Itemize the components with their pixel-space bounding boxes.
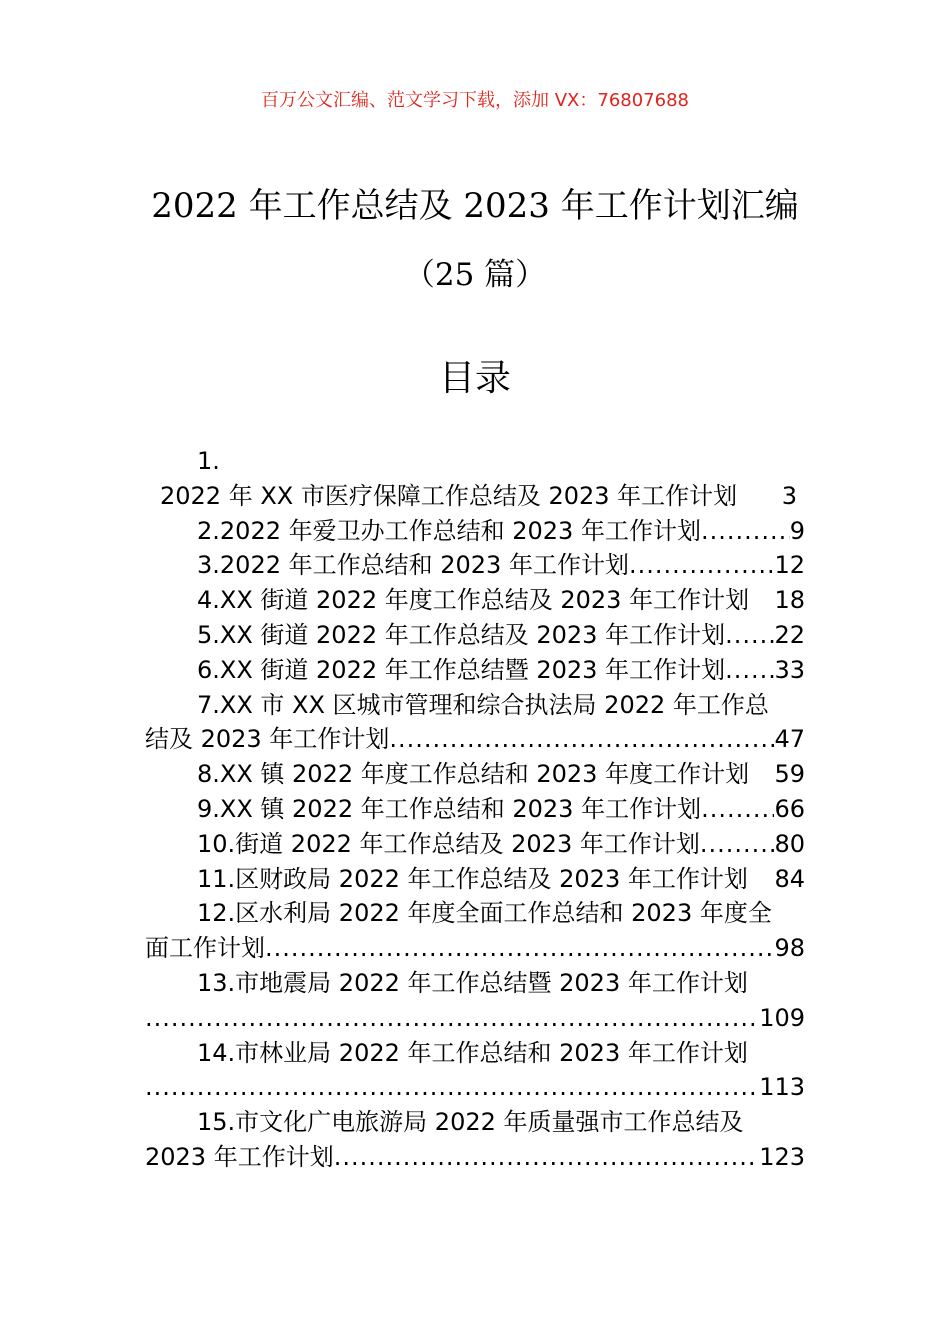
toc-leader-dots xyxy=(145,1070,759,1105)
toc-leader-dots xyxy=(700,827,775,862)
toc-leader-dots xyxy=(725,618,774,653)
toc-entry-page: 18 xyxy=(774,586,805,615)
toc-entry-7-line-2[interactable] xyxy=(145,722,805,757)
toc-entry-text: 8.XX 镇 2022 年度工作总结和 2023 年度工作计划 xyxy=(197,760,750,789)
toc-entry-1-number: 1. xyxy=(197,447,220,475)
toc-entry-text: 10.街道 2022 年工作总结及 2023 年工作计划 xyxy=(197,829,700,858)
toc-entry-page: 80 xyxy=(774,829,805,858)
toc-leader-dots xyxy=(265,931,774,966)
toc-entry-page: 109 xyxy=(759,1003,805,1032)
toc-entry-12-line-2[interactable] xyxy=(145,931,805,966)
toc-entry-page: 84 xyxy=(774,864,805,893)
toc-entry-10[interactable] xyxy=(145,827,805,862)
toc-entry-text: 4.XX 街道 2022 年度工作总结及 2023 年工作计划 xyxy=(197,586,750,615)
toc-entry-page: 47 xyxy=(774,725,805,754)
toc-entry-page: 22 xyxy=(774,620,805,649)
toc-entry-page: 113 xyxy=(759,1073,805,1102)
toc-entry-text: 2022 年 XX 市医疗保障工作总结及 2023 年工作计划 xyxy=(160,481,738,510)
toc-entry-page: 98 xyxy=(774,934,805,963)
toc-entry-text: 9.XX 镇 2022 年工作总结和 2023 年工作计划 xyxy=(197,794,702,823)
toc-entry-9[interactable] xyxy=(145,792,805,827)
toc-entry-page: 9 xyxy=(789,516,805,545)
toc-entry-3[interactable] xyxy=(145,548,805,583)
toc-entry-page: 3 xyxy=(781,481,797,510)
toc-entry-text: 6.XX 街道 2022 年工作总结暨 2023 年工作计划 xyxy=(197,655,726,684)
table-of-contents xyxy=(145,444,805,1175)
toc-leader-dots xyxy=(145,1001,759,1036)
toc-entry-8[interactable] xyxy=(145,757,805,792)
toc-leader-dots xyxy=(725,653,774,688)
document-title: 2022 年工作总结及 2023 年工作计划汇编 xyxy=(151,186,799,226)
toc-entry-12-line-1[interactable]: 12.区水利局 2022 年度全面工作总结和 2023 年度全 xyxy=(197,899,772,928)
toc-entry-14-line-1[interactable]: 14.市林业局 2022 年工作总结和 2023 年工作计划 xyxy=(197,1038,748,1067)
toc-entry-page: 123 xyxy=(759,1142,805,1171)
toc-entry-15-line-2[interactable] xyxy=(145,1140,805,1175)
toc-entry-page: 12 xyxy=(774,551,805,580)
toc-heading: 目录 xyxy=(438,358,511,399)
toc-leader-dots xyxy=(629,548,775,583)
toc-entry-text: 2023 年工作计划 xyxy=(145,1142,334,1171)
toc-entry-5[interactable] xyxy=(145,618,805,653)
toc-entry-text: 2.2022 年爱卫办工作总结和 2023 年工作计划 xyxy=(197,516,701,545)
toc-entry-text: 11.区财政局 2022 年工作总结及 2023 年工作计划 xyxy=(197,864,748,893)
watermark-text: 百万公文汇编、范文学习下载，添加 VX：76807688 xyxy=(261,90,689,111)
toc-entry-6[interactable] xyxy=(145,653,805,688)
toc-leader-dots xyxy=(389,722,774,757)
toc-entry-page: 66 xyxy=(774,794,805,823)
document-subtitle: （25 篇） xyxy=(403,257,547,293)
toc-entry-14-line-2[interactable] xyxy=(145,1070,805,1105)
toc-entry-text: 面工作计划 xyxy=(145,934,265,963)
toc-entry-text: 3.2022 年工作总结和 2023 年工作计划 xyxy=(197,551,629,580)
toc-entry-11[interactable] xyxy=(145,862,805,897)
toc-entry-page: 33 xyxy=(774,655,805,684)
toc-leader-dots xyxy=(701,792,774,827)
toc-entry-4[interactable] xyxy=(145,583,805,618)
toc-entry-13-line-2[interactable] xyxy=(145,1001,805,1036)
toc-entry-text: 结及 2023 年工作计划 xyxy=(145,725,390,754)
toc-leader-dots xyxy=(701,514,790,549)
toc-leader-dots xyxy=(334,1140,759,1175)
toc-entry-7-line-1[interactable]: 7.XX 市 XX 区城市管理和综合执法局 2022 年工作总 xyxy=(197,690,769,719)
toc-entry-2[interactable] xyxy=(145,514,805,549)
toc-entry-text: 5.XX 街道 2022 年工作总结及 2023 年工作计划 xyxy=(197,620,726,649)
toc-entry-page: 59 xyxy=(774,760,805,789)
toc-entry-13-line-1[interactable]: 13.市地震局 2022 年工作总结暨 2023 年工作计划 xyxy=(197,968,748,997)
toc-entry-15-line-1[interactable]: 15.市文化广电旅游局 2022 年质量强市工作总结及 xyxy=(197,1108,744,1137)
toc-entry-1[interactable] xyxy=(145,479,805,514)
